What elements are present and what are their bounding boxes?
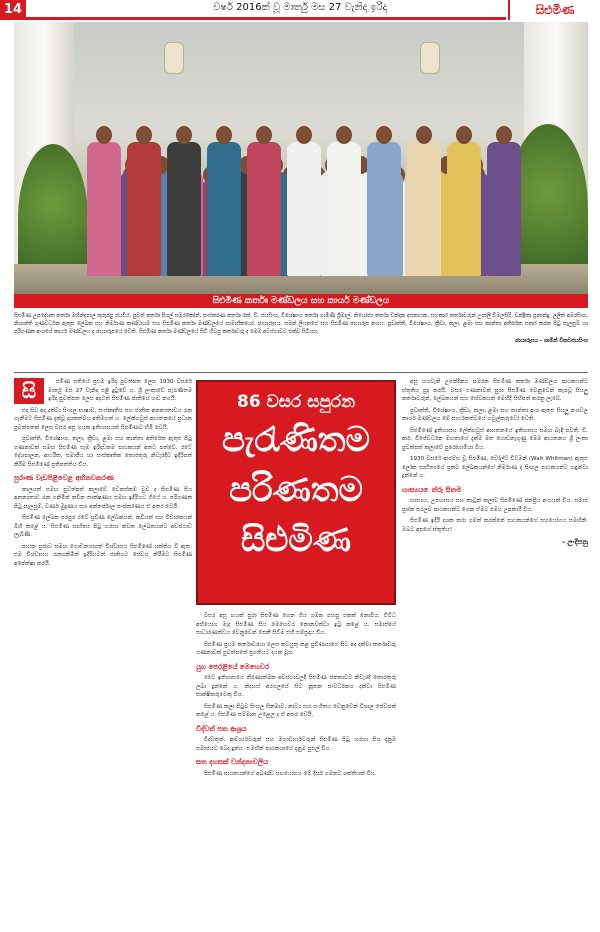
paragraph: එදා සිට අද දක්වා සිංහල භාෂාව, සංස්කෘතිය සහ ජාතික අනන්‍යතාවය රැක ගැනීමට සිළුමිණ දැක්වූ දායකත්වය අතිමහත් ය. ලේක්හවුස් ආයතනයේ ප්‍රධාන පුවත්පතක් ලෙස වසර අසූ හයක ඉතිහාසයක් සිළුමිණට හිමි වෙයි. [14, 407, 192, 431]
paragraph: අසූ හයවැනි උපන්දිනය සමරන සිළුමිණ කර්තෘ මණ්ඩලය පාඨකයන්ට ස්තූතිය පුද කරයි. වසර ගණනාවක් පුරා සිළුමිණ වෙනුවෙන් කැපවූ සියලු කර්තෘවරුන්, ලේඛකයන් සහ සේවකයන් මෙහිදී සිහිපත් කරනු ලැබේ. [402, 379, 588, 402]
article-column-3 [402, 378, 588, 547]
person-head [336, 126, 352, 144]
headline-kicker: 86 වසර සපුරන [236, 392, 355, 412]
person [87, 126, 121, 276]
photo-description [14, 312, 588, 345]
person-head [96, 126, 112, 144]
article-column-1 [14, 378, 192, 571]
author-byline: - ලංදීපනු [562, 538, 588, 546]
photo-description-text: සිළුමිණ උපදේශක කර්තෘ මහින්දපාල කුරුප්පු ජයවීර, පුවත් කර්තෘ පියල් සමරකෝන්, සංස්කරණ කර්තෘ කේ. ඩී. ජයසිංහ, විශේෂාංග කර්තෘ ගාමිණී ශ්‍රීමාල්, නියෝජ්‍ය කර්තෘ චන්දන දසනායක, සහකාර කර්තෘවරුන් උපාලි විමලසිරි, චන්ද්‍රිකා ප්‍රනාන්දු, ලලිත් අමරසිංහ, නිශාන්ති ගුණවර්ධන ඇතුළු ලේඛක සහ නිර්මාණ කණ්ඩායම සහ සිළුමිණ කර්තෘ මණ්ඩලයේ සාමාජිකයෝ. ඡායාරූපය: සමන් ලියනගේ සහ සිළුමිණ ඡායාරූප අංශය. ප්‍රවෘත්ති, විශේෂාංග, ක්‍රීඩා, කලා, ළමා සහ කාන්තා අතිරේක සකස් කරන පිටු සැලසුම් හා පරිගණක අංශයේ කාර්ය මණ්ඩලය ද ඡායාරූපයේ වෙති. සිළුමිණ කර්තෘ මණ්ඩලයේ සිටි හිටපු කර්තෘවරු ද මෙම අවස්ථාවට එක්ව සිටියහ. [14, 313, 588, 336]
person-body [367, 142, 401, 276]
masthead-logo: සිළුමිණ [508, 0, 600, 20]
person-head [256, 126, 272, 144]
paragraph: ප්‍රවෘත්ති, විශේෂාංග, ක්‍රීඩා, කලා, ළමා සහ කාන්තා අංශ ඇතුළු සියලු අංශවල කාර්ය මණ්ඩලය මේ සාර්ථකත්වයේ හවුල්කරුවෝ වෙති. [402, 407, 588, 422]
paragraph: කාලයත් සමඟ පුවත්පත් කලාවේ වෙනස්කම් වුව ද සිළුමිණ සිය අනන්‍යතාව රැක ගනිමින් නවීන තාක්ෂණය සමඟ ඉදිරියට ගියේ ය. පරිගණක පිටු සැලසුම්, වර්ණ මුද්‍රණය සහ අන්තර්ජාල සංස්කරණය ඒ අතර වෙයි. [14, 486, 192, 510]
person-body [407, 142, 441, 276]
headline-line-2: පරිණතම [229, 470, 363, 510]
paragraph: සිළුමිණ ඉදිරි දශක කරා ගමන් කරන්නේ පාඨකයන්ගේ සහයෝගය සමඟිනි. ඔබට අපගේ ස්තූතිය! [402, 518, 588, 533]
subheading: විද්වත් පත ආශ්‍රය [196, 724, 247, 733]
paragraph: සිළුමිණේ ඉතිහාසය ලේක්හවුස් ආයතනයේ ඉතිහාසය සමඟ බැඳී පවතී. ඩී. ආර්. විජේවර්ධන මහතාගේ දැක්ම මත ගොඩනැගුණු මෙම ආයතනය ශ්‍රී ලංකා පුවත්පත් කලාවේ පුරෝගාමියා විය. [402, 427, 588, 451]
subheading: පුරාණ වැඩපිළිවෙළ අභිනවකරණ [14, 474, 114, 482]
paragraph: සිළුමිණ ප්‍රථම කර්තෘවරයා ලෙස කටයුතු කළ ප්‍රවීණයාගේ සිට අද දක්වා කර්තෘවරු ගණනාවක් පුවත්පතේ ප්‍රගතියට දායක වූහ. [196, 641, 396, 656]
paragraph: 1930 වසරේ ආරම්භ වූ සිළුමිණ, වෝල්ට් විට්මන් (Walt Whitman) ඇතුළු ලෝක සාහිත්‍යයේ ප්‍රකට ලේඛකයන්ගේ නිර්මාණ ද සිංහල පාඨකයන්ට හඳුන්වා දුන්නේ ය. [402, 456, 588, 479]
person-head [456, 126, 472, 144]
subheading: සත දහසක් වන්දනාවලිය [196, 758, 269, 766]
person [247, 126, 281, 276]
person [327, 126, 361, 276]
section-divider [14, 372, 588, 373]
person [167, 126, 201, 276]
photo-credit: ඡායාරූපය - ශාමින් විකටජයසිංහ [515, 337, 588, 344]
person-head [136, 126, 152, 144]
person-body [87, 142, 121, 276]
person [367, 126, 401, 276]
person-body [447, 142, 481, 276]
person [287, 126, 321, 276]
staff-group-photo [14, 22, 588, 294]
person [487, 126, 521, 276]
person [447, 126, 481, 276]
article-column-2 [196, 612, 396, 781]
lamp-icon [164, 42, 184, 74]
person-body [167, 142, 201, 276]
headline-line-3: සිළුමිණ [240, 520, 352, 560]
paragraph: සිළුමිණ පාඨකයන්ගේ අඛණ්ඩ සහයෝගය මේ දීර්ඝ ගමනට ශක්තියක් විය. [204, 770, 377, 777]
paragraph: ළුමිණ සතියේ ප්‍රථම ඉරිදා පුවත්පත ලෙස 1930 වසරේ මාර්තු මස 27 වැනිදා එළි දුටුවේ ය. ශ්‍රී ලංකාවේ පැරැණිතම ඉරිදා පුවත්පත ලෙස අදටත් සිළුමිණ ජාතියේ හඬ නගයි. [48, 379, 192, 402]
paragraph: සිළුමිණ කලා පිටුව සිංහල සිනමාව, නාට්‍ය සහ සංගීතය වෙනුවෙන් විශාල සේවයක් කළේ ය. සිළුමිණ සම්මාන උළෙල ද ඒ අතර වෙයි. [196, 703, 396, 718]
page-number: 14 [0, 0, 26, 20]
person-body [287, 142, 321, 276]
lamp-icon [420, 42, 440, 74]
headline-line-1: පැරැණිතම [222, 420, 370, 460]
person-body [207, 142, 241, 276]
person-head [376, 126, 392, 144]
paragraph: සිළුමිණ ලේඛක පරපුර රටේ ප්‍රවීණ ලේඛකයන්, කවියන් සහ විචාරකයන් බිහි කළේ ය. සිළුමිණ සාහිත්‍ය පිටු හරහා නවක ලේඛකයන්ට අවස්ථාව ලැබිණි. [14, 515, 192, 538]
headline-box [196, 380, 396, 605]
person [407, 126, 441, 276]
person-head [176, 126, 192, 144]
person-body [127, 142, 161, 276]
page-header [0, 0, 600, 20]
person [127, 126, 161, 276]
subheading: යුග පෙරළියේ මෙහෙවර [196, 662, 270, 671]
person-head [296, 126, 312, 144]
photo-caption: සිළුමිණ කර්තෘ මණ්ඩලය සහ කාර්ය මණ්ඩලය [14, 294, 588, 308]
drop-cap: සි [14, 378, 44, 404]
person [207, 126, 241, 276]
person-body [327, 142, 361, 276]
paragraph: පාඨක ප්‍රජාව සමඟ ගොඩනගාගත් විශ්වාසය සිළුමිණේ ශක්තිය වී ඇත. එම විශ්වාසය රැකගනිමින් ඉදිරියටත් ජාතියට සේවය කිරීමට සිළුමිණ අපේක්ෂා කරයි. [14, 543, 192, 567]
paragraph: විද්වතුන්, ආචාර්යවරුන් සහ මහාචාර්යවරුන් සිළුමිණ පිටු හරහා සිය දැනුම සමාජයට බෙදා දුන්හ. එමඟින් පාඨකයාගේ දැනුම පුළුල් විය. [196, 737, 396, 752]
paragraph: වසර අසූ හයක් පුරා සිළුමිණ ගෙන ගිය ගමන පහසු එකක් නොවීය. විවිධ අභියෝග මැද සිළුමිණ සිය මෙහෙවර නොනවත්වා ඉටු කළේ ය. සමාජයේ සාධාරණත්වය වෙනුවෙන් පෙනී සිටීම එහි සම්ප්‍රදාය විය. [196, 613, 396, 636]
header-divider [26, 17, 506, 20]
person-body [247, 142, 281, 276]
subheading: හාස්‍යය ෙත්රු සිතම [402, 485, 462, 494]
person-head [496, 126, 512, 144]
paragraph: හාස්‍යය, උපහාසය සහ කාටූන් කලාව සිළුමිණේ ජනප්‍රිය අංගයක් විය. සමාජ ප්‍රශ්න සරලව පාඨකයන්ට ගෙන ඒමට මෙය උපකාරී විය. [402, 498, 588, 513]
person-head [216, 126, 232, 144]
paragraph: රටේ ඉතිහාසයේ තීරණාත්මක අවස්ථාවලදී සිළුමිණ ජනතාවට නිවැරදි තොරතුරු ලබා දුන්නේ ය. නිදහස් අරගලයේ සිට නූතන සංවර්ධනය දක්වා සිළුමිණ සාක්ෂිකරුවෙකු විය. [196, 675, 396, 698]
paragraph: ප්‍රවෘත්ති, විශේෂාංග, කලා, ක්‍රීඩා, ළමා සහ කාන්තා අතිරේක ඇතුළු පිටු ගණනාවක් සමඟ සිළුමිණ සෑම ඉරිදාවකම පාඨකයන් අතට පත්වේ. රටේ දේශපාලන, ආර්ථික, සමාජීය හා සංස්කෘතික තොරතුරු නිවැරදිව ඉදිරිපත් කිරීම සිළුමිණේ ප්‍රතිපත්තිය විය. [14, 436, 192, 468]
person-body [487, 142, 521, 276]
person-head [416, 126, 432, 144]
dateline: වර්ෂ 2016ක් වූ මාර්තු මස 27 වැනිදා ඉරිදා [212, 2, 388, 13]
